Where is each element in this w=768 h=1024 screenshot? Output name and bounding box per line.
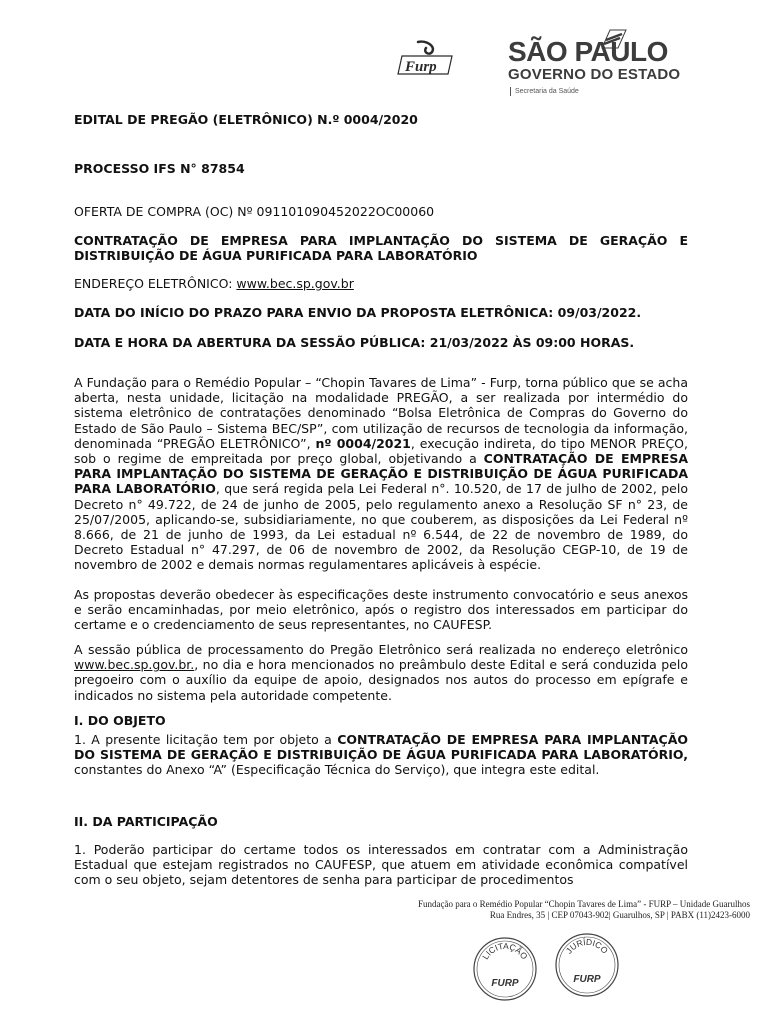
sessao-paragraph [74,642,688,703]
furp-logo [396,40,458,76]
propostas-paragraph: As propostas deverão obedecer às especificações deste instrumento convocatório e seus anexos e serão encaminhadas, por meio eletrônico, após o registro dos interessados em participar do certame e o credenciamento de seus representantes, no CAUFESP. [74,587,688,633]
svg-text:JURÍDICO [564,937,611,956]
sessao-text-2: , no dia e hora mencionados no preâmbulo deste Edital e será conduzida pelo pregoeiro com o auxílio da equipe de apoio, designados nos autos do processo em epígrafe e indicados no sistema pela autoridade competente. [74,657,688,703]
intro-text-2: , execução indireta, do tipo MENOR PREÇO, sob o regime de empreitada por preço global, objetivando a [74,435,688,467]
section1-text-1: 1. A presente licitação tem por objeto a [74,732,338,747]
intro-objeto: CONTRATAÇÃO DE EMPRESA PARA IMPLANTAÇÃO DO SISTEMA DE GERAÇÃO E DISTRIBUIÇÃO DE ÁGUA PURIFICADA PARA LABORATÓRIO [74,451,688,497]
footer-address [320,899,750,921]
processo-number: PROCESSO IFS N° 87854 [74,161,245,176]
sp-logo-subtitle: GOVERNO DO ESTADO [508,66,681,83]
objeto-heading: CONTRATAÇÃO DE EMPRESA PARA IMPLANTAÇÃO DO SISTEMA DE GERAÇÃO E DISTRIBUIÇÃO DE ÁGUA PURIFICADA PARA LABORATÓRIO [74,233,688,264]
stamp-licitacao [472,936,538,1002]
footer-line-2: Rua Endres, 35 | CEP 07043-902| Guarulhos, SP | PABX (11)2423-6000 [489,910,750,920]
data-abertura-sessao: DATA E HORA DA ABERTURA DA SESSÃO PÚBLICA: 21/03/2022 ÀS 09:00 HORAS. [74,335,635,350]
intro-text-3: , que será regida pela Lei Federal n°. 10.520, de 17 de julho de 2002, pelo Decreto n° 49.722, de 24 de junho de 2005, pelo regulamento anexo a Resolução SF n° 23, de 25/07/2005, aplicando-se, subsidiariamente, no que couberem, as disposições da Lei Federal nº 8.666, de 21 de junho de 1993, da Lei estadual nº 6.544, de 22 de novembro de 1989, do Decreto Estadual n° 47.297, de 06 de novembro de 2002, da Resolução CEGP-10, de 19 de novembro de 2002 e demais normas regulamentares aplicáveis à espécie. [74,481,688,573]
endereco-eletronico [74,276,688,291]
section-objeto-paragraph [74,732,688,778]
intro-paragraph [74,375,688,573]
intro-text-1: A Fundação para o Remédio Popular – “Chopin Tavares de Lima” - Furp, torna público que se acha aberta, nesta unidade, licitação na modalidade PREGÃO, a ser realizada por intermédio do sistema eletrônico de contratações denominado “Bolsa Eletrônica de Compras do Governo do Estado de São Paulo – Sistema BEC/SP”, com utilização de recursos de tecnologia da informação, denominada “PREGÃO ELETRÔNICO”, [74,375,688,451]
section-participacao-title: II. DA PARTICIPAÇÃO [74,814,218,829]
stamp-juridico-top: JURÍDICO [563,936,611,956]
stamp-licitacao-top: LICITAÇÃO [480,940,530,962]
sp-logo-secretaria: Secretaria da Saúde [510,87,680,96]
intro-number: nº 0004/2021 [315,435,411,451]
section-participacao-paragraph: 1. Poderão participar do certame todos os interessados em contratar com a Administração Estadual que estejam registrados no CAUFESP, que atuem em atividade econômica compatível com o seu objeto, sejam detentores de senha para participar de procedimentos [74,842,688,888]
section-objeto-title: I. DO OBJETO [74,713,166,728]
sessao-bec-link[interactable]: www.bec.sp.gov.br. [74,657,195,673]
sao-paulo-government-logo [508,38,680,96]
section1-text-2: constantes do Anexo “A” (Especificação Técnica do Serviço), que integra este edital. [74,762,600,778]
section1-objeto: CONTRATAÇÃO DE EMPRESA PARA IMPLANTAÇÃO DO SISTEMA DE GERAÇÃO E DISTRIBUIÇÃO DE ÁGUA PURIFICADA PARA LABORATÓRIO, [74,732,688,763]
document-title: EDITAL DE PREGÃO (ELETRÔNICO) N.º 0004/2020 [74,112,418,127]
oferta-compra: OFERTA DE COMPRA (OC) Nº 091101090452022OC00060 [74,204,435,219]
data-inicio-prazo: DATA DO INÍCIO DO PRAZO PARA ENVIO DA PROPOSTA ELETRÔNICA: 09/03/2022. [74,305,642,320]
footer-line-1: Fundação para o Remédio Popular “Chopin Tavares de Lima” - FURP – Unidade Guarulhos [417,899,750,909]
stamp-juridico [554,932,620,998]
endereco-label: ENDEREÇO ELETRÔNICO: [74,276,237,291]
sp-logo-title: SÃO PAULO [508,36,668,67]
stamp-juridico-bottom: FURP [573,974,601,985]
furp-logo-text: Furp [405,59,437,75]
bec-link[interactable]: www.bec.sp.gov.br [236,276,354,291]
stamp-licitacao-bottom: FURP [491,978,519,989]
sessao-text-1: A sessão pública de processamento do Pregão Eletrônico será realizada no endereço eletrônico [74,642,688,657]
